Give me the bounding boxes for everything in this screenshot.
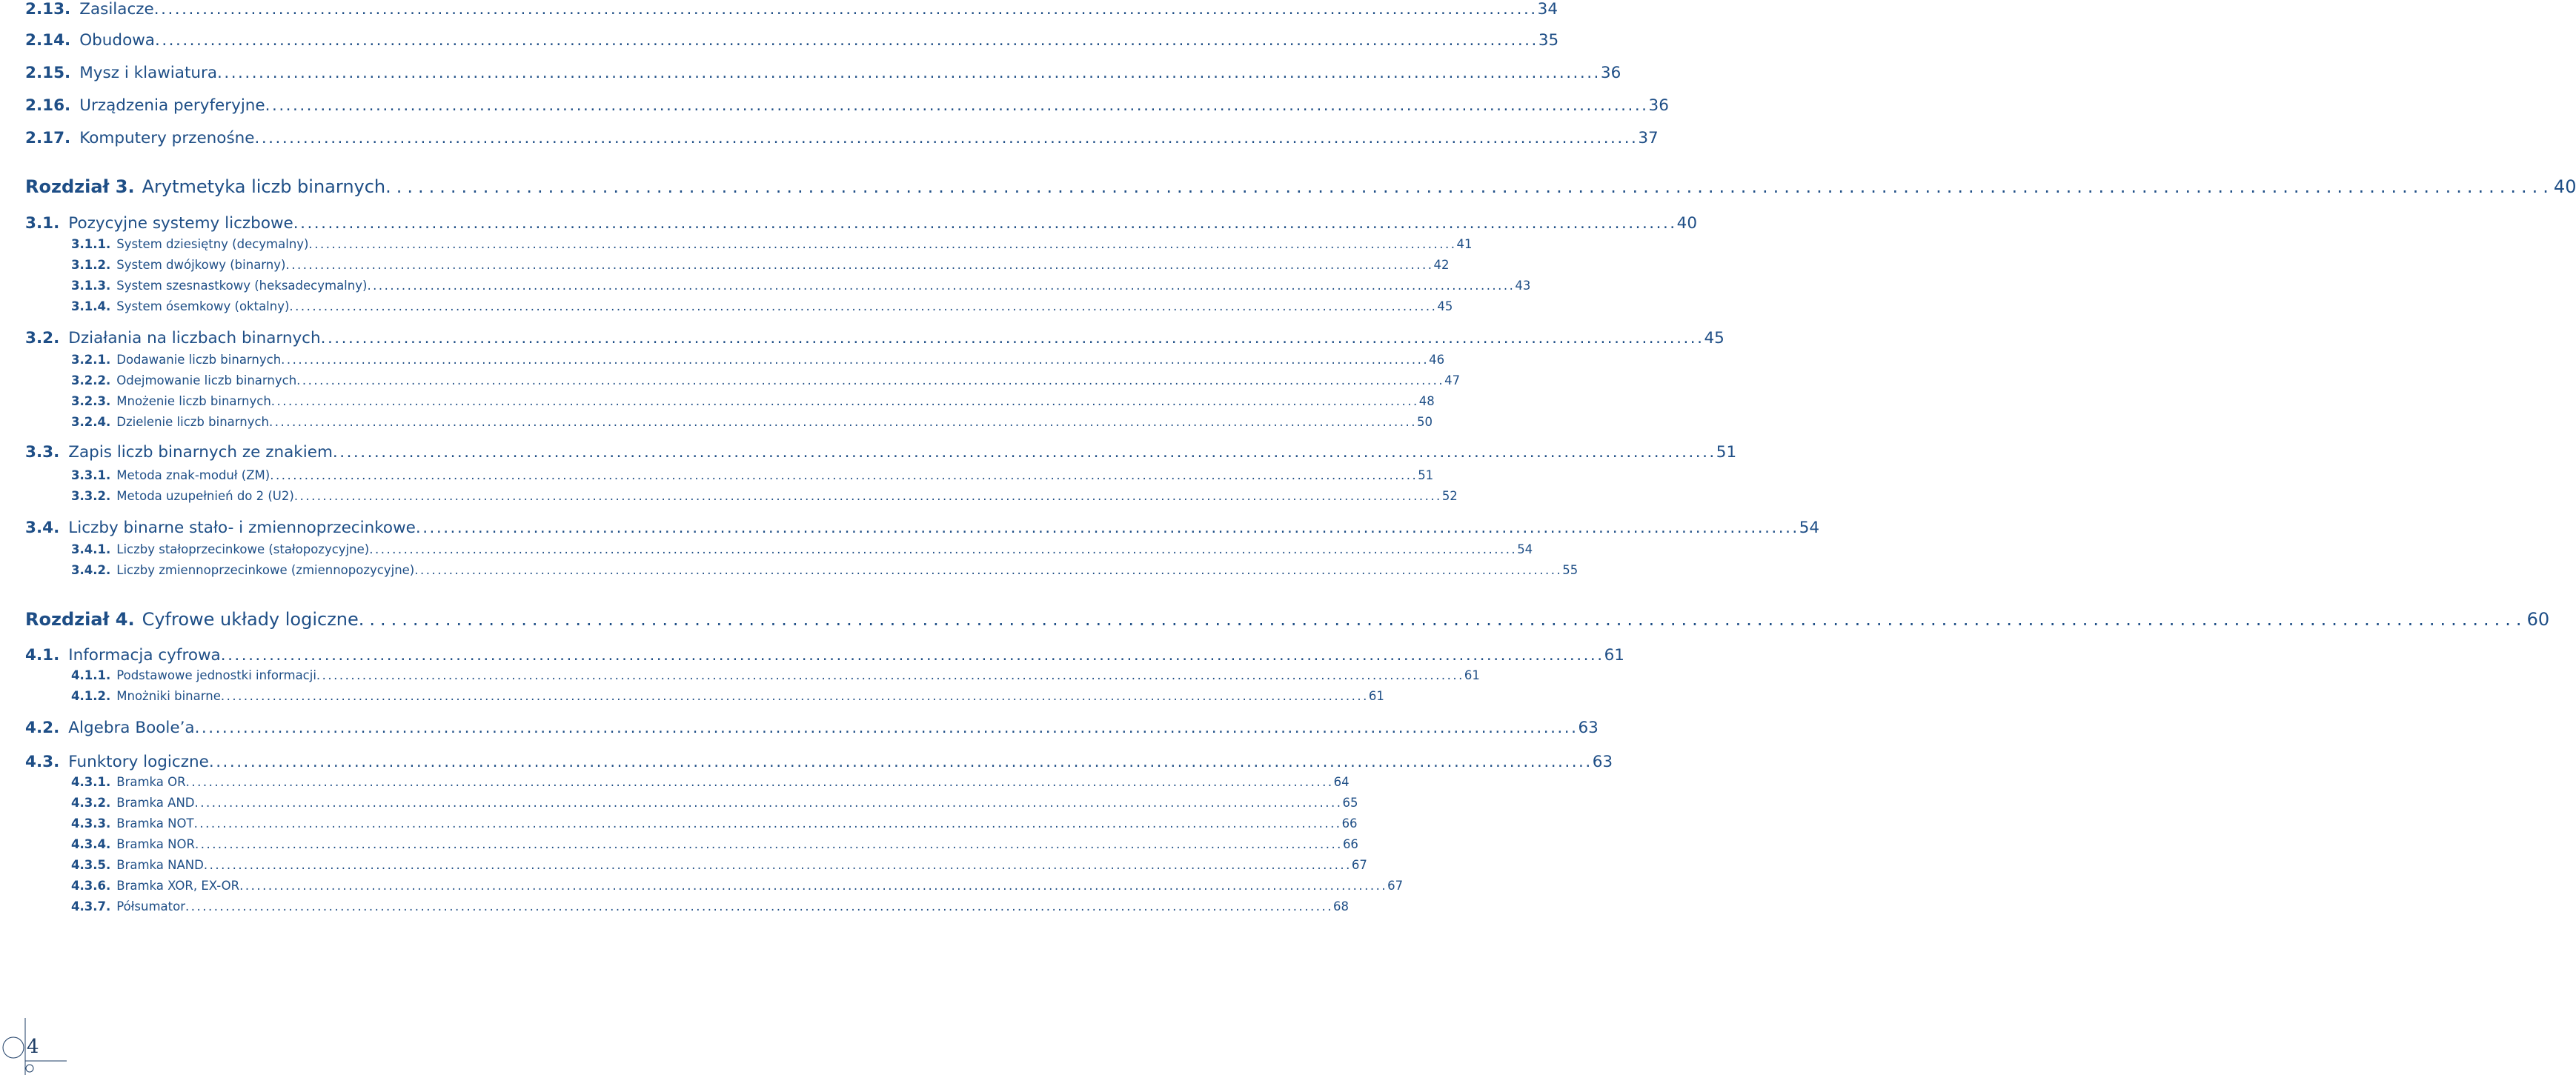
toc-subsection-entry: [71, 689, 1384, 707]
toc-entry-title: Mnożniki binarne: [116, 689, 221, 703]
toc-entry-number: 4.3.7.: [71, 899, 111, 913]
toc-entry-title: Zapis liczb binarnych ze znakiem: [68, 443, 333, 462]
toc-entry-number: 3.2.2.: [71, 373, 111, 387]
toc-entry-page: 54: [1799, 519, 1820, 537]
toc-entry-page: 40: [2553, 176, 2576, 197]
toc-entry-page: 48: [1418, 394, 1435, 408]
toc-entry-page: 65: [1342, 796, 1358, 810]
toc-entry-page: 40: [1676, 214, 1698, 233]
toc-dot-leader: ........................................................................................................................................................................................................: [185, 899, 1333, 913]
toc-entry-page: 60: [2526, 609, 2550, 630]
toc-dot-leader: ........................................................................................................................................................................................................: [358, 609, 2527, 630]
toc-dot-leader: ........................................................................................................................................................................................................: [193, 816, 1342, 831]
toc-entry-title: Cyfrowe układy logiczne: [142, 609, 359, 630]
toc-subsection-entry: [71, 542, 1533, 560]
toc-entry-title: Działania na liczbach binarnych: [68, 329, 321, 347]
toc-entry-page: 55: [1562, 563, 1579, 577]
toc-dot-leader: ........................................................................................................................................................................................................: [308, 237, 1457, 251]
toc-entry-page: 42: [1433, 258, 1450, 272]
toc-entry-title: Dodawanie liczb binarnych: [116, 353, 282, 367]
toc-dot-leader: ........................................................................................................................................................................................................: [269, 415, 1418, 429]
toc-subsection-entry: [71, 489, 1458, 507]
toc-dot-leader: ........................................................................................................................................................................................................: [153, 0, 1538, 19]
toc-entry-number: 3.2.4.: [71, 415, 111, 429]
page-number: 4: [27, 1036, 39, 1058]
toc-entry-page: 36: [1600, 64, 1621, 82]
toc-dot-leader: ........................................................................................................................................................................................................: [220, 689, 1369, 703]
toc-entry-title: Podstawowe jednostki informacji: [116, 668, 316, 682]
toc-subsection-entry: [71, 237, 1473, 255]
toc-section-entry: [25, 646, 1624, 668]
toc-entry-page: 61: [1368, 689, 1384, 703]
toc-entry-title: Komputery przenośne: [79, 129, 255, 147]
toc-entry-number: 3.1.2.: [71, 258, 111, 272]
toc-entry-title: Informacja cyfrowa: [68, 646, 221, 665]
toc-entry-page: 37: [1638, 129, 1659, 147]
toc-entry-title: Liczby binarne stało- i zmiennoprzecinkowe: [68, 519, 416, 537]
toc-entry-page: 36: [1648, 96, 1669, 115]
toc-entry-title: Bramka XOR, EX-OR: [116, 879, 240, 893]
toc-entry-title: System dziesiętny (decymalny): [116, 237, 309, 251]
toc-dot-leader: ........................................................................................................................................................................................................: [220, 646, 1604, 665]
toc-entry-number: 3.1.1.: [71, 237, 111, 251]
toc-entry-title: Arytmetyka liczb binarnych: [142, 176, 386, 197]
toc-section-entry: [25, 31, 1559, 53]
toc-dot-leader: ........................................................................................................................................................................................................: [194, 837, 1343, 851]
toc-section-entry: [25, 214, 1698, 236]
toc-dot-leader: ........................................................................................................................................................................................................: [254, 129, 1639, 147]
toc-entry-number: 3.4.2.: [71, 563, 111, 577]
toc-entry-number: Rozdział 3.: [25, 176, 135, 197]
toc-entry-number: 3.4.: [25, 519, 60, 537]
toc-dot-leader: ........................................................................................................................................................................................................: [203, 858, 1352, 872]
toc-dot-leader: ........................................................................................................................................................................................................: [385, 176, 2554, 197]
toc-section-entry: [25, 753, 1613, 775]
toc-dot-leader: ........................................................................................................................................................................................................: [265, 96, 1649, 115]
toc-subsection-entry: [71, 858, 1367, 876]
toc-entry-title: System dwójkowy (binarny): [116, 258, 286, 272]
toc-section-entry: [25, 719, 1599, 741]
toc-subsection-entry: [71, 563, 1579, 581]
toc-dot-leader: ........................................................................................................................................................................................................: [194, 796, 1343, 810]
toc-section-entry: [25, 443, 1737, 465]
toc-entry-title: Metoda znak-moduł (ZM): [116, 468, 270, 482]
toc-chapter-entry: [25, 609, 2550, 636]
toc-entry-title: Bramka NOT: [116, 816, 194, 831]
toc-entry-page: 51: [1716, 443, 1737, 462]
toc-entry-page: 61: [1604, 646, 1624, 665]
toc-dot-leader: ........................................................................................................................................................................................................: [320, 329, 1704, 347]
toc-entry-title: Zasilacze: [79, 0, 154, 19]
toc-entry-number: 3.2.: [25, 329, 60, 347]
toc-entry-title: Urządzenia peryferyjne: [79, 96, 265, 115]
toc-entry-page: 64: [1333, 775, 1350, 789]
toc-entry-number: 3.4.1.: [71, 542, 111, 556]
toc-entry-number: 3.3.2.: [71, 489, 111, 503]
toc-subsection-entry: [71, 879, 1404, 896]
toc-dot-leader: ........................................................................................................................................................................................................: [208, 753, 1593, 771]
toc-entry-title: Mnożenie liczb binarnych: [116, 394, 271, 408]
toc-entry-page: 54: [1517, 542, 1533, 556]
toc-subsection-entry: [71, 415, 1433, 433]
toc-entry-title: Pozycyjne systemy liczbowe: [68, 214, 293, 233]
toc-entry-number: 4.1.1.: [71, 668, 111, 682]
toc-entry-page: 63: [1578, 719, 1599, 737]
toc-entry-title: Odejmowanie liczb binarnych: [116, 373, 297, 387]
toc-subsection-entry: [71, 258, 1450, 276]
toc-entry-number: 2.14.: [25, 31, 71, 50]
toc-entry-page: 63: [1592, 753, 1613, 771]
toc-entry-number: 2.13.: [25, 0, 71, 19]
toc-entry-page: 52: [1441, 489, 1458, 503]
toc-dot-leader: ........................................................................................................................................................................................................: [270, 394, 1419, 408]
toc-subsection-entry: [71, 668, 1480, 686]
toc-section-entry: [25, 0, 1558, 22]
toc-entry-number: 4.3.: [25, 753, 60, 771]
toc-entry-page: 43: [1515, 279, 1531, 293]
toc-entry-page: 45: [1704, 329, 1724, 347]
toc-section-entry: [25, 329, 1724, 351]
toc-entry-title: Mysz i klawiatura: [79, 64, 218, 82]
toc-entry-page: 51: [1418, 468, 1434, 482]
toc-section-entry: [25, 519, 1820, 541]
toc-entry-title: Bramka OR: [116, 775, 186, 789]
toc-entry-number: 4.3.6.: [71, 879, 111, 893]
toc-entry-number: 3.2.3.: [71, 394, 111, 408]
toc-dot-leader: ........................................................................................................................................................................................................: [239, 879, 1388, 893]
toc-entry-number: 3.3.1.: [71, 468, 111, 482]
toc-entry-title: Bramka NAND: [116, 858, 204, 872]
toc-entry-page: 66: [1341, 816, 1358, 831]
toc-dot-leader: ........................................................................................................................................................................................................: [285, 258, 1434, 272]
toc-subsection-entry: [71, 373, 1461, 391]
toc-entry-number: 4.3.1.: [71, 775, 111, 789]
toc-dot-leader: ........................................................................................................................................................................................................: [270, 468, 1418, 482]
toc-entry-number: 4.3.3.: [71, 816, 111, 831]
toc-entry-page: 67: [1387, 879, 1404, 893]
toc-entry-page: 66: [1342, 837, 1358, 851]
toc-subsection-entry: [71, 468, 1434, 486]
toc-entry-title: Bramka NOR: [116, 837, 195, 851]
toc-entry-page: 34: [1537, 0, 1558, 19]
toc-entry-title: Funktory logiczne: [68, 753, 209, 771]
toc-entry-title: Metoda uzupełnień do 2 (U2): [116, 489, 294, 503]
toc-entry-title: Bramka AND: [116, 796, 195, 810]
toc-subsection-entry: [71, 775, 1350, 793]
toc-section-entry: [25, 129, 1659, 151]
toc-entry-number: 4.2.: [25, 719, 60, 737]
toc-entry-title: Algebra Boole’a: [68, 719, 195, 737]
toc-entry-number: 4.1.2.: [71, 689, 111, 703]
toc-entry-page: 35: [1538, 31, 1559, 50]
toc-section-entry: [25, 64, 1621, 86]
toc-entry-title: Obudowa: [79, 31, 155, 50]
toc-dot-leader: ........................................................................................................................................................................................................: [293, 214, 1677, 233]
toc-entry-number: 3.1.4.: [71, 299, 111, 313]
toc-entry-number: 3.2.1.: [71, 353, 111, 367]
toc-entry-title: Dzielenie liczb binarnych: [116, 415, 270, 429]
toc-dot-leader: ........................................................................................................................................................................................................: [369, 542, 1518, 556]
toc-subsection-entry: [71, 279, 1531, 296]
toc-entry-page: 41: [1456, 237, 1473, 251]
toc-dot-leader: ........................................................................................................................................................................................................: [194, 719, 1579, 737]
toc-dot-leader: ........................................................................................................................................................................................................: [185, 775, 1334, 789]
toc-dot-leader: ........................................................................................................................................................................................................: [296, 373, 1445, 387]
toc-dot-leader: ........................................................................................................................................................................................................: [332, 443, 1716, 462]
toc-entry-number: Rozdział 4.: [25, 609, 135, 630]
toc-subsection-entry: [71, 899, 1349, 917]
toc-entry-page: 67: [1351, 858, 1367, 872]
toc-entry-number: 4.3.2.: [71, 796, 111, 810]
toc-entry-page: 61: [1464, 668, 1480, 682]
toc-entry-number: 3.1.3.: [71, 279, 111, 293]
toc-dot-leader: ........................................................................................................................................................................................................: [154, 31, 1538, 50]
toc-entry-page: 68: [1332, 899, 1349, 913]
toc-subsection-entry: [71, 299, 1453, 317]
toc-dot-leader: ........................................................................................................................................................................................................: [316, 668, 1464, 682]
toc-entry-number: 2.17.: [25, 129, 71, 147]
toc-dot-leader: ........................................................................................................................................................................................................: [414, 563, 1563, 577]
toc-subsection-entry: [71, 816, 1358, 834]
toc-entry-number: 3.1.: [25, 214, 60, 233]
toc-dot-leader: ........................................................................................................................................................................................................: [415, 519, 1799, 537]
toc-entry-number: 4.1.: [25, 646, 60, 665]
toc-entry-number: 3.3.: [25, 443, 60, 462]
toc-entry-title: System szesnastkowy (heksadecymalny): [116, 279, 368, 293]
toc-entry-number: 2.15.: [25, 64, 71, 82]
toc-dot-leader: ........................................................................................................................................................................................................: [289, 299, 1438, 313]
toc-entry-number: 4.3.4.: [71, 837, 111, 851]
toc-subsection-entry: [71, 837, 1358, 855]
toc-entry-title: Liczby zmiennoprzecinkowe (zmiennopozycyjne): [116, 563, 415, 577]
toc-subsection-entry: [71, 394, 1435, 412]
toc-dot-leader: ........................................................................................................................................................................................................: [281, 353, 1430, 367]
toc-entry-page: 46: [1429, 353, 1445, 367]
toc-dot-leader: ........................................................................................................................................................................................................: [367, 279, 1516, 293]
toc-entry-title: System ósemkowy (oktalny): [116, 299, 290, 313]
toc-entry-page: 45: [1437, 299, 1453, 313]
toc-dot-leader: ........................................................................................................................................................................................................: [217, 64, 1601, 82]
toc-entry-page: 47: [1444, 373, 1461, 387]
toc-section-entry: [25, 96, 1669, 119]
toc-subsection-entry: [71, 796, 1358, 813]
toc-subsection-entry: [71, 353, 1445, 370]
toc-entry-number: 4.3.5.: [71, 858, 111, 872]
toc-entry-title: Półsumator: [116, 899, 185, 913]
toc-dot-leader: ........................................................................................................................................................................................................: [293, 489, 1442, 503]
toc-entry-number: 2.16.: [25, 96, 71, 115]
toc-entry-title: Liczby stałoprzecinkowe (stałopozycyjne): [116, 542, 370, 556]
toc-entry-page: 50: [1417, 415, 1433, 429]
toc-chapter-entry: [25, 176, 2576, 203]
